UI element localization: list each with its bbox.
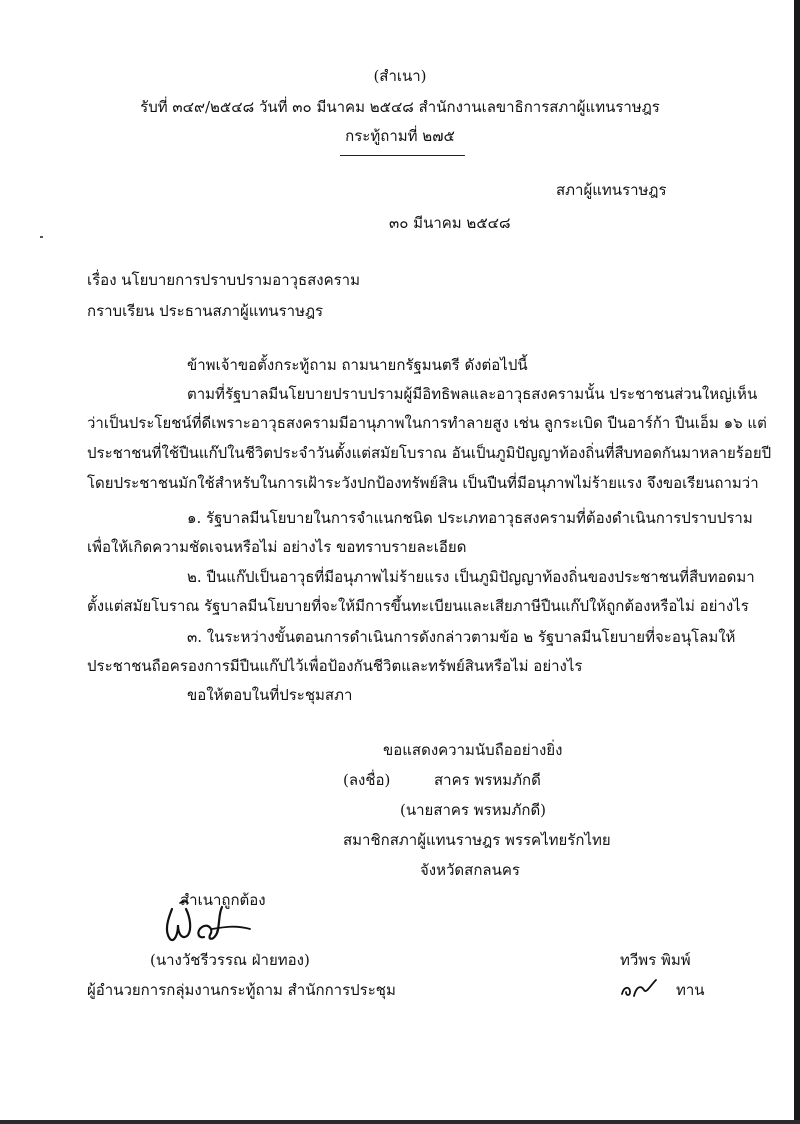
body-line: ตามที่รัฐบาลมีนโยบายปราบปรามผู้มีอิทธิพลและอาวุธสงครามนั้น ประชาชนส่วนใหญ่เห็น [187, 385, 758, 403]
copy-label: (สำเนา) [373, 67, 427, 85]
question-1-line: ๑. รัฐบาลมีนโยบายในการจำแนกชนิด ประเภทอาวุธสงครามที่ต้องดำเนินการปราบปราม [187, 509, 753, 527]
intro-line: ข้าพเจ้าขอตั้งกระทู้ถาม ถามนายกรัฐมนตรี ดังต่อไปนี้ [187, 356, 528, 374]
certifier-title: ผู้อำนวยการกลุ่มงานกระทู้ถาม สำนักการประชุม [87, 981, 396, 999]
letter-date: ๓๐ มีนาคม ๒๕๔๘ [389, 214, 511, 232]
question-1-line: เพื่อให้เกิดความชัดเจนหรือไม่ อย่างไร ขอทราบรายละเอียด [87, 538, 467, 556]
scan-speck [40, 236, 43, 238]
certifier-name: (นางวัชรีวรรณ ฝ่ายทอง) [150, 951, 310, 969]
handwritten-signature [152, 895, 262, 951]
signed-name: สาคร พรหมภักดี [434, 771, 541, 789]
checked-by: ทาน [676, 981, 705, 999]
regards-line: ขอแสดงความนับถืออย่างยิ่ง [383, 741, 563, 759]
question-3-line: ๓. ในระหว่างขั้นตอนการดำเนินการดังกล่าวตามข้อ ๒ รัฐบาลมีนโยบายที่จะอนุโลมให้ [187, 628, 736, 646]
question-number: กระทู้ถามที่ ๒๗๕ [345, 127, 455, 145]
province-line: จังหวัดสกลนคร [420, 861, 520, 879]
body-line: ว่าเป็นประโยชน์ที่ดีเพราะอาวุธสงครามมีอานุภาพในการทำลายสูง เช่น ลูกระเบิด ปืนอาร์ก้า ปืนเอ็ม ๑๖ แต่ [87, 414, 767, 432]
closing-request: ขอให้ตอบในที่ประชุมสภา [187, 686, 353, 704]
body-line: โดยประชาชนมักใช้สำหรับในการเฝ้าระวังปกป้องทรัพย์สิน เป็นปืนที่มีอนุภาพไม่ร้ายแรง จึงขอเรียนถามว่า [87, 474, 759, 492]
subject-line: เรื่อง นโยบายการปราบปรามอาวุธสงคราม [87, 271, 360, 289]
question-2-line: ๒. ปืนแก๊ปเป็นอาวุธที่มีอนุภาพไม่ร้ายแรง เป็นภูมิปัญญาท้องถิ่นของประชาชนที่สืบทอดมา [187, 568, 755, 586]
body-line: ประชาชนที่ใช้ปืนแก๊ปในชีวิตประจำวันตั้งแต่สมัยโบราณ อันเป็นภูมิปัญญาท้องถิ่นที่สืบทอดกันมาหลายร้อยปี [87, 444, 772, 462]
typed-by: ทวีพร พิมพ์ [620, 951, 691, 969]
question-2-line: ตั้งแต่สมัยโบราณ รัฐบาลมีนโยบายที่จะให้มีการขึ้นทะเบียนและเสียภาษีปืนแก๊ปให้ถูกต้องหรือไม่ อย่างไร [87, 597, 749, 615]
certified-label: สำเนาถูกต้อง [180, 891, 266, 909]
printed-name: (นายสาคร พรหมภักดี) [400, 801, 547, 819]
member-position: สมาชิกสภาผู้แทนราษฎร พรรคไทยรักไทย [343, 831, 611, 849]
scan-edge-bottom [0, 1120, 800, 1124]
checker-initials [618, 976, 660, 1002]
signed-label: (ลงชื่อ) [343, 771, 391, 789]
origin: สภาผู้แทนราษฎร [556, 181, 667, 199]
received-line: รับที่ ๓๔๙/๒๕๔๘ วันที่ ๓๐ มีนาคม ๒๕๔๘ สำนักงานเลขาธิการสภาผู้แทนราษฎร [140, 98, 660, 116]
question-3-line: ประชาชนถือครองการมีปืนแก๊ปไว้เพื่อป้องกันชีวิตและทรัพย์สินหรือไม่ อย่างไร [87, 657, 583, 675]
scan-edge-right [794, 0, 800, 1124]
header-rule [340, 155, 465, 156]
addressee-line: กราบเรียน ประธานสภาผู้แทนราษฎร [87, 302, 324, 320]
